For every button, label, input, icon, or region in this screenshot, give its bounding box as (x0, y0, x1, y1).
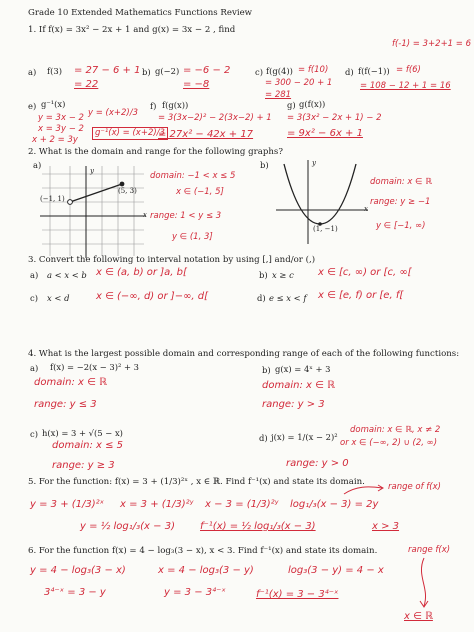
hw-q6-line2c: f⁻¹(x) = 3 − 3⁴⁻ˣ (256, 589, 339, 600)
graph-a-closed-point (120, 182, 125, 187)
hw-q1-b-line1: = −6 − 2 (183, 65, 231, 76)
hw-q3-c: x ∈ (−∞, d) or ]−∞, d[ (96, 291, 209, 302)
hw-q3-b: x ∈ [c, ∞) or [c, ∞[ (318, 267, 412, 278)
q3-a-expr: a < x < b (47, 270, 87, 280)
q3-c-expr: x < d (47, 293, 70, 303)
hw-q2-a-domain-interval: x ∈ (−1, 5] (176, 187, 224, 197)
graph-b-x-label: x (364, 205, 368, 213)
q1-f-expr: f(g(x)) (162, 100, 189, 110)
q4-c-label: c) (30, 429, 38, 439)
hw-q1-e-line3: x + 2 = 3y (32, 135, 78, 145)
q4-a-expr: f(x) = −2(x − 3)² + 3 (50, 362, 140, 372)
q3-d-expr: e ≤ x < f (269, 293, 307, 303)
hw-q1-e-answer: g⁻¹(x) = (x+2)/3 (92, 127, 168, 140)
q1-a-expr: f(3) (47, 66, 62, 76)
hw-q6-line1b: x = 4 − log₃(3 − y) (158, 565, 254, 576)
hw-q5-line1b: x = 3 + (1/3)²ʸ (120, 499, 194, 510)
hw-q2-a-domain: domain: −1 < x ≤ 5 (150, 171, 236, 181)
q4-d-expr: j(x) = 1/(x − 2)² (271, 432, 338, 442)
q2-b-label: b) (260, 160, 269, 170)
page-title: Grade 10 Extended Mathematics Functions Review (28, 8, 253, 18)
q1-g-expr: g(f(x)) (299, 99, 326, 109)
graph-a-x-label: x (143, 211, 147, 219)
hw-q5-line2c: x > 3 (372, 521, 400, 532)
graph-b (276, 158, 370, 248)
q1-e-label: e) (28, 101, 37, 111)
hw-q5-note: range of f(x) (388, 482, 441, 492)
hw-q1-g-answer: = 9x² − 6x + 1 (287, 128, 363, 139)
hw-q1-e-line4: y = (x+2)/3 (88, 108, 139, 118)
graph-a-y-label: y (90, 167, 94, 175)
graph-a-grid (42, 166, 144, 256)
hw-q6-line1c: log₃(3 − y) = 4 − x (288, 565, 384, 576)
graph-b-parabola (284, 164, 356, 224)
hw-q1-c-answer: = 281 (265, 90, 292, 100)
hw-q2-b-range-interval: y ∈ [−1, ∞) (376, 221, 426, 231)
hw-q3-a: x ∈ (a, b) or ]a, b[ (96, 267, 187, 278)
hw-q1-a-line1: = 27 − 6 + 1 (74, 65, 141, 76)
q3-b-label: b) (259, 270, 268, 280)
graph-a-open-point (68, 200, 73, 205)
hw-q4-b-domain: domain: x ∈ ℝ (262, 380, 335, 391)
q4-c-expr: h(x) = 3 + √(5 − x) (42, 428, 123, 438)
hw-q2-b-range: range: y ≥ −1 (370, 197, 431, 207)
hw-q2-b-domain: domain: x ∈ ℝ (370, 177, 432, 187)
hw-q6-note: range f(x) (408, 545, 451, 555)
q1-a-label: a) (28, 67, 37, 77)
hw-q1-f-line1: = 3(3x−2)² − 2(3x−2) + 1 (158, 113, 272, 123)
hw-q6-line2b: y = 3 − 3⁴⁻ˣ (164, 587, 226, 598)
graph-a (40, 164, 150, 259)
q3-prompt: 3. Convert the following to interval notation by using [,] and/or (,) (28, 255, 316, 265)
hw-q1-d-answer: = 108 − 12 + 1 = 16 (360, 81, 451, 91)
corner-note: f(-1) = 3+2+1 = 6 (392, 39, 472, 49)
hw-q1-e-line2: x = 3y − 2 (38, 124, 84, 134)
q1-c-label: c) (255, 67, 263, 77)
hw-q4-b-range: range: y > 3 (262, 399, 325, 410)
q1-c-expr: f(g(4)) (266, 66, 293, 76)
hw-q1-c-line1: = 300 − 20 + 1 (265, 78, 333, 88)
q1-g-label: g) (287, 100, 296, 110)
hw-q2-a-range: range: 1 < y ≤ 3 (150, 211, 222, 221)
graph-b-vertex-label: (1, −1) (313, 225, 338, 233)
hw-q4-c-domain: domain: x ≤ 5 (52, 440, 124, 451)
q4-d-label: d) (259, 433, 268, 443)
hw-q1-a-answer: = 22 (74, 79, 99, 90)
q5-prompt: 5. For the function: f(x) = 3 + (1/3)²ˣ , x ∈ ℝ. Find f⁻¹(x) and state its domain. (28, 477, 365, 487)
q1-d-label: d) (345, 67, 354, 77)
hw-q5-line1d: log₁/₃(x − 3) = 2y (290, 499, 379, 510)
q3-a-label: a) (30, 270, 39, 280)
hw-q4-a-domain: domain: x ∈ ℝ (34, 377, 107, 388)
hw-q4-d-domain: domain: x ∈ ℝ, x ≠ 2 (350, 425, 441, 435)
graph-a-point2-label: (5, 3) (118, 187, 137, 195)
q4-b-expr: g(x) = 4ˣ + 3 (275, 364, 331, 374)
q1-b-label: b) (142, 67, 151, 77)
hw-q4-d-range: range: y > 0 (286, 458, 349, 469)
q4-b-label: b) (262, 365, 271, 375)
graph-a-point1-label: (−1, 1) (40, 195, 65, 203)
q4-prompt: 4. What is the largest possible domain and corresponding range of each of the following functions: (28, 349, 460, 359)
hw-q1-b-answer: = −8 (183, 79, 210, 90)
graph-a-segment (70, 184, 122, 202)
hw-q2-a-range-interval: y ∈ (1, 3] (172, 232, 213, 242)
hw-q5-line1a: y = 3 + (1/3)²ˣ (30, 499, 105, 510)
q3-d-label: d) (257, 293, 266, 303)
hw-q3-d: x ∈ [e, f) or [e, f[ (318, 290, 404, 301)
hw-q4-c-range: range: y ≥ 3 (52, 460, 115, 471)
q3-c-label: c) (30, 293, 38, 303)
hw-q1-d-line0: = f(6) (396, 65, 421, 75)
hw-q4-a-range: range: y ≤ 3 (34, 399, 97, 410)
hw-q6-line1a: y = 4 − log₃(3 − x) (30, 565, 126, 576)
hw-q1-f-answer: = 27x² − 42x + 17 (158, 129, 254, 140)
q5-note-arrow (342, 484, 386, 496)
q3-b-expr: x ≥ c (272, 270, 294, 280)
hw-q5-line2b: f⁻¹(x) = ½ log₁/₃(x − 3) (200, 521, 316, 532)
hw-q6-line2a: 3⁴⁻ˣ = 3 − y (44, 587, 106, 598)
hw-q1-c-line0: = f(10) (298, 65, 329, 75)
q1-f-label: f) (150, 101, 157, 111)
q4-a-label: a) (30, 363, 39, 373)
q1-d-expr: f(f(−1)) (358, 66, 390, 76)
hw-q1-g-line1: = 3(3x² − 2x + 1) − 2 (287, 113, 382, 123)
q2-a-label: a) (33, 160, 42, 170)
hw-q1-e-line1: y = 3x − 2 (38, 113, 84, 123)
q1-prompt: 1. If f(x) = 3x² − 2x + 1 and g(x) = 3x − 2 , find (28, 25, 236, 35)
q6-prompt: 6. For the function f(x) = 4 − log₃(3 − x), x < 3. Find f⁻¹(x) and state its domain. (28, 546, 378, 556)
q6-note-arrow (412, 556, 436, 610)
q2-prompt: 2. What is the domain and range for the following graphs? (28, 147, 283, 157)
hw-q4-d-domain-interval: or x ∈ (−∞, 2) ∪ (2, ∞) (340, 438, 438, 448)
hw-q6-line3: x ∈ ℝ (404, 611, 433, 622)
hw-q5-line1c: x − 3 = (1/3)²ʸ (205, 499, 279, 510)
graph-b-y-label: y (312, 159, 316, 167)
q1-e-expr: g⁻¹(x) (41, 99, 66, 109)
hw-q5-line2a: y = ½ log₁/₃(x − 3) (80, 521, 175, 532)
q1-b-expr: g(−2) (155, 66, 180, 76)
